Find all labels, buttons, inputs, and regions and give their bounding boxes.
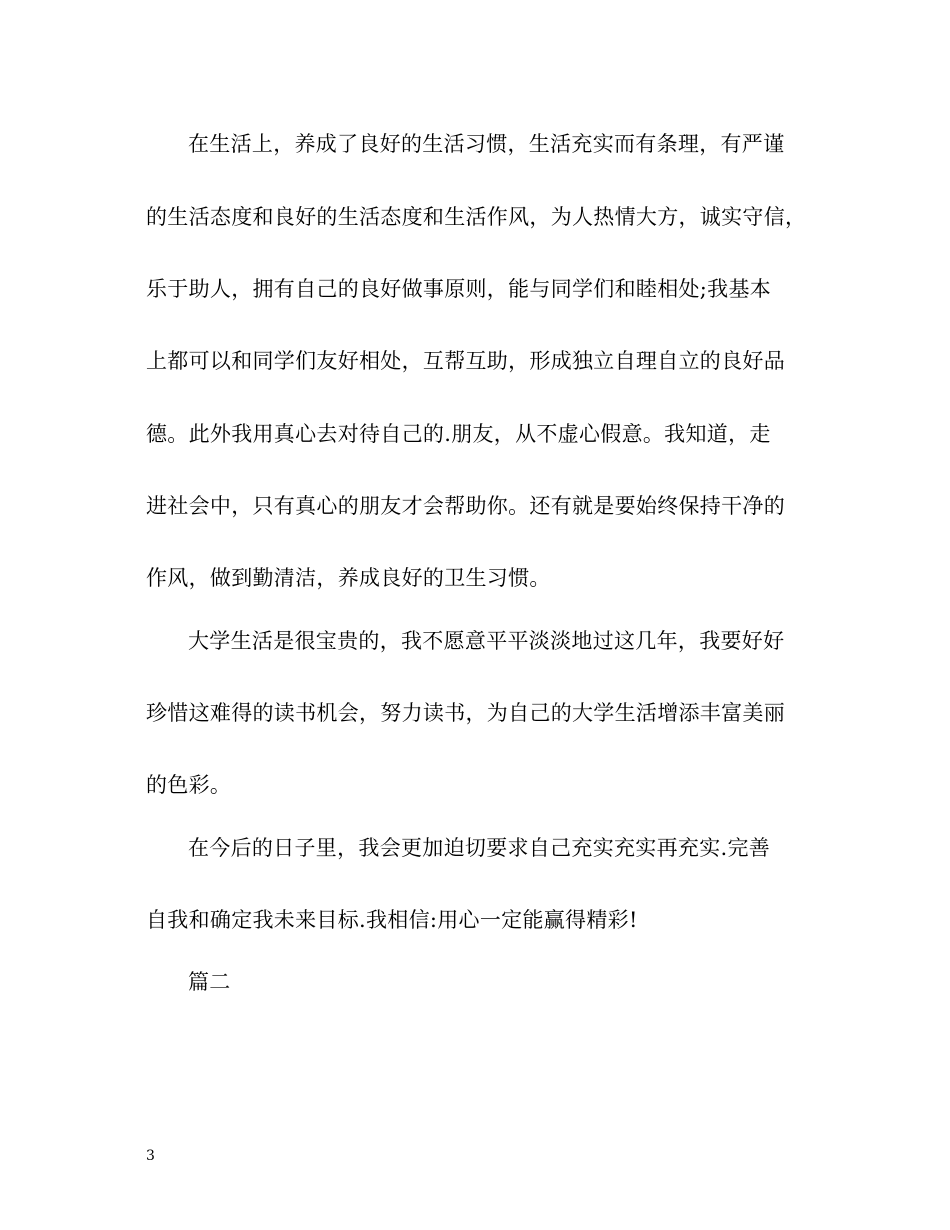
paragraph-3-line-1: 在今后的日子里，我会更加迫切要求自己充实充实再充实.完善 — [188, 836, 771, 860]
paragraph-1-line-7: 作风，做到勤清洁，养成良好的卫生习惯。 — [146, 566, 551, 590]
paragraph-1-line-3: 乐于助人，拥有自己的良好做事原则，能与同学们和睦相处;我基本 — [146, 277, 772, 301]
paragraph-1-line-4: 上都可以和同学们友好相处，互帮互助，形成独立自理自立的良好品 — [146, 349, 785, 373]
paragraph-2-line-3: 的色彩。 — [146, 773, 232, 797]
section-heading: 篇二 — [188, 970, 231, 994]
page-number: 3 — [146, 1148, 155, 1164]
paragraph-3-line-2: 自我和确定我未来目标.我相信:用心一定能赢得精彩! — [146, 908, 638, 932]
paragraph-2-line-1: 大学生活是很宝贵的，我不愿意平平淡淡地过这几年，我要好好 — [188, 629, 785, 653]
paragraph-1-line-1: 在生活上，养成了良好的生活习惯，生活充实而有条理，有严谨 — [188, 132, 785, 156]
paragraph-1-line-6: 进社会中，只有真心的朋友才会帮助你。还有就是要始终保持干净的 — [146, 494, 785, 518]
paragraph-1-line-2: 的生活态度和良好的生活态度和生活作风，为人热情大方，诚实守信， — [146, 205, 807, 229]
paragraph-1-line-5: 德。此外我用真心去对待自己的.朋友，从不虚心假意。我知道，走 — [146, 422, 771, 446]
paragraph-2-line-2: 珍惜这难得的读书机会，努力读书，为自己的大学生活增添丰富美丽 — [146, 701, 785, 725]
